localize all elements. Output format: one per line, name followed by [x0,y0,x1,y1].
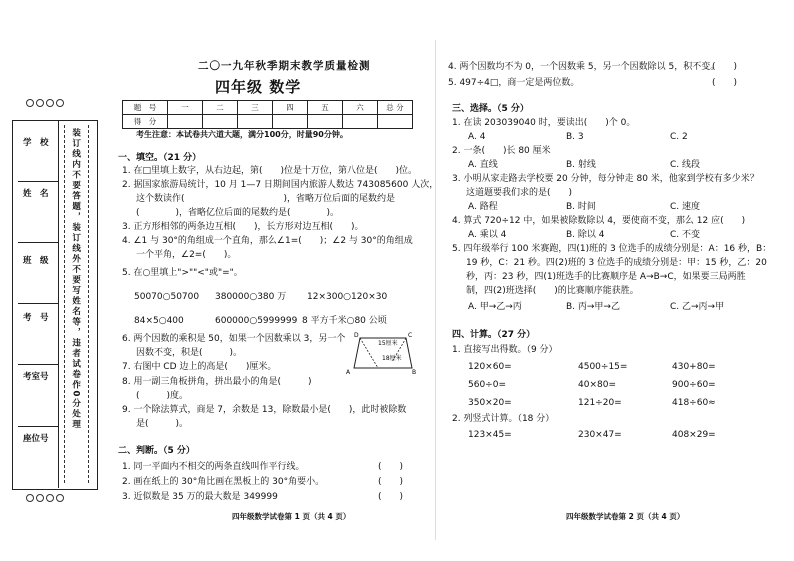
choice-option[interactable]: A. 路程 [468,202,498,212]
exam-title: 二〇一九年秋季期末教学质量检测 [198,60,371,72]
answer-paren[interactable]: ( ) [378,462,404,472]
choice-option[interactable]: C. 线段 [670,160,701,170]
page-footer: 四年级数学试卷第 1 页（共 4 页） [232,512,351,521]
score-header-cell: 三 [238,101,273,115]
binding-ring-icon [36,99,44,107]
judge-item: 2. 画在纸上的 30°角比画在黑板上的 30°角要小。 [122,477,325,487]
choice-question: 2. 一条( )长 80 厘米 [452,146,551,156]
judge-item: 5. 497÷4□，商一定是两位数。 [448,78,580,88]
choice-option[interactable]: B. 时间 [566,202,596,212]
page-footer: 四年级数学试卷第 2 页（共 4 页） [566,512,685,521]
calc-item: 230×47= [578,430,622,440]
judge-item: 4. 两个因数均不为 0，一个因数乘 5，另一个因数除以 5，积不变。 [448,62,720,72]
score-header-cell: 题 号 [123,101,168,115]
choice-option[interactable]: B. 射线 [566,160,596,170]
class-field[interactable]: 班 级 [18,242,58,304]
calc-item: 900÷60= [672,380,716,390]
figure-label: 15厘米 [378,340,398,347]
calc-item: 350×20= [468,398,512,408]
figure-point: C [408,332,413,339]
choice-option[interactable]: B. 除以 4 [566,230,605,240]
compare-item: 600000○5999999 [215,316,298,326]
compare-item: 12×300○120×30 [307,292,388,302]
question-text: 因数不变，积是( )。 [136,348,243,358]
section-calc-title: 四、计算。（27 分） [452,330,536,340]
binding-ring-icon [26,99,34,107]
judge-item: 3. 近似数是 35 万的最大数是 349999 [122,492,278,502]
binding-ring-icon [26,494,34,502]
figure-point: B [412,369,417,376]
figure-point: A [346,369,351,376]
figure-label: 18厘米 [382,355,402,362]
compare-item: 380000○380 万 [215,292,287,302]
figure-point: D [354,332,359,339]
question-text: 制，四(2)班选择( )的比赛顺序能获胜。 [466,286,639,296]
score-cell[interactable] [203,115,238,129]
score-header-cell: 四 [273,101,308,115]
choice-question-cont: 这道题要我们求的是( ) [466,188,573,198]
sub-question-title: 1. 直接写出得数。（9 分） [452,345,558,355]
choice-option[interactable]: C. 乙→丙→甲 [670,302,725,312]
binding-dashed-line-2 [88,125,89,483]
section-judge-title: 二、判断。（5 分） [118,446,195,456]
binding-ring-icon [56,99,64,107]
calc-item: 560÷0= [468,380,506,390]
exam-room-field[interactable]: 考室号 [18,364,58,427]
page-fold [435,40,436,540]
choice-option[interactable]: C. 速度 [670,202,701,212]
score-header-cell: 总 分 [378,101,413,115]
section-choice-title: 三、选择。（5 分） [452,104,529,114]
score-cell[interactable] [308,115,343,129]
choice-option[interactable]: A. 直线 [468,160,498,170]
score-table [122,100,413,129]
binding-ring-icon [46,99,54,107]
calc-item: 40×80= [578,380,616,390]
question-text: 1. 在□里填上数字，从右边起，第( )位是十万位，第八位是( )位。 [122,166,417,176]
question-text: 一个平角，∠2=( )。 [136,250,237,260]
choice-question: 3. 小明从家走路去学校要 20 分钟，每分钟走 80 米，他家到学校有多少米？ [452,174,759,184]
answer-paren[interactable]: ( ) [712,62,738,72]
score-row-label: 得 分 [123,115,168,129]
calc-item: 123×45= [468,430,512,440]
choice-option[interactable]: C. 2 [670,132,688,142]
answer-paren[interactable]: ( ) [712,78,738,88]
question-text: ( )，省略亿位后面的尾数约是( )。 [136,208,340,218]
answer-paren[interactable]: ( ) [378,477,404,487]
score-cell[interactable] [238,115,273,129]
question-text: 是( )。 [136,419,189,429]
compare-item: 50070○50700 [134,292,200,302]
choice-question: 1. 在读 203039040 时，要读出( )个 0。 [452,118,636,128]
calc-item: 4500÷15= [578,362,628,372]
score-header-cell: 六 [343,101,378,115]
binding-ring-icon [36,494,44,502]
question-text: 9. 一个除法算式，商是 7，余数是 13，除数最小是( )，此时被除数 [122,405,407,415]
score-header-cell: 五 [308,101,343,115]
answer-paren[interactable]: ( ) [378,492,404,502]
calc-item: 418÷60≈ [672,398,716,408]
calc-item: 430+80= [672,362,716,372]
subject-title: 四年级 数学 [215,78,302,96]
student-info-box [18,120,59,488]
question-text: 8. 用一副三角板拼角，拼出最小的角是( ) [122,377,312,387]
calc-item: 120×60= [468,362,512,372]
binding-ring-icon [56,494,64,502]
choice-option[interactable]: A. 4 [468,132,486,142]
exam-notice: 考生注意：本试卷共六道大题，满分100分，时量90分钟。 [136,130,348,139]
score-header-cell: 一 [168,101,203,115]
question-text: 5. 四年级举行 100 米赛跑，四(1)班的 3 位选手的成绩分别是：A：16 秒，B： [452,244,772,254]
question-text: 3. 正方形相邻的两条边互相( )，长方形对边互相( )。 [122,222,364,232]
score-cell[interactable] [343,115,378,129]
question-text: 19 秒，C：21 秒。四(2)班的 3 位选手的成绩分别是：甲：15 秒，乙：20 [466,258,767,268]
binding-ring-icon [46,494,54,502]
question-text: ( )度。 [136,391,189,401]
question-text: 2. 据国家旅游局统计，10 月 1—7 日期间国内旅游人数达 743085600 人次， [122,180,439,190]
judge-item: 1. 同一平面内不相交的两条直线叫作平行线。 [122,462,305,472]
question-text: 7. 右图中 CD 边上的高是( )厘米。 [122,362,277,372]
score-cell[interactable] [378,115,413,129]
choice-question: 4. 算式 720÷12 中，如果被除数除以 4，要使商不变，那么 12 应( ) [452,216,746,226]
question-text: 这个数读作( )，省略万位后面的尾数约是 [136,194,396,204]
question-text: 4. ∠1 与 30°的角组成一个直角，那么∠1=( )；∠2 与 30°的角组成 [122,236,413,246]
compare-item: 84×5○400 [134,316,184,326]
choice-option[interactable]: A. 甲→乙→丙 [468,302,522,312]
section-fill-blank-title: 一、填空。（21 分） [118,153,202,163]
binding-warning-text: 装订线内不要答题，装订线外不要写姓名等，违者试卷作0分处理 [70,128,81,430]
sub-question-title: 2. 列竖式计算。（18 分） [452,414,555,424]
exam-number-field[interactable]: 考 号 [18,303,58,365]
choice-option[interactable]: B. 3 [566,132,584,142]
score-header-cell: 二 [203,101,238,115]
binding-dashed-line [64,125,65,483]
question-text: 秒，丙：23 秒，四(1)班选手的比赛顺序是 A→B→C，如果要三局两胜 [466,272,746,282]
question-text: 5. 在○里填上">""<"或"="。 [122,268,243,278]
question-text: 6. 两个因数的乘积是 50，如果一个因数乘以 3，另一个 [122,334,346,344]
calc-item: 121÷20= [578,398,622,408]
choice-option[interactable]: C. 不变 [670,230,701,240]
compare-item: 8 平方千米○80 公顷 [302,316,387,326]
score-cell[interactable] [168,115,203,129]
name-field[interactable]: 姓 名 [18,181,58,243]
calc-item: 408×29= [672,430,716,440]
seat-number-field[interactable]: 座位号 [23,434,49,444]
school-field[interactable]: 学 校 [18,120,58,182]
score-cell[interactable] [273,115,308,129]
parallelogram-figure [340,332,420,376]
choice-option[interactable]: A. 乘以 4 [468,230,507,240]
choice-option[interactable]: B. 丙→甲→乙 [566,302,620,312]
